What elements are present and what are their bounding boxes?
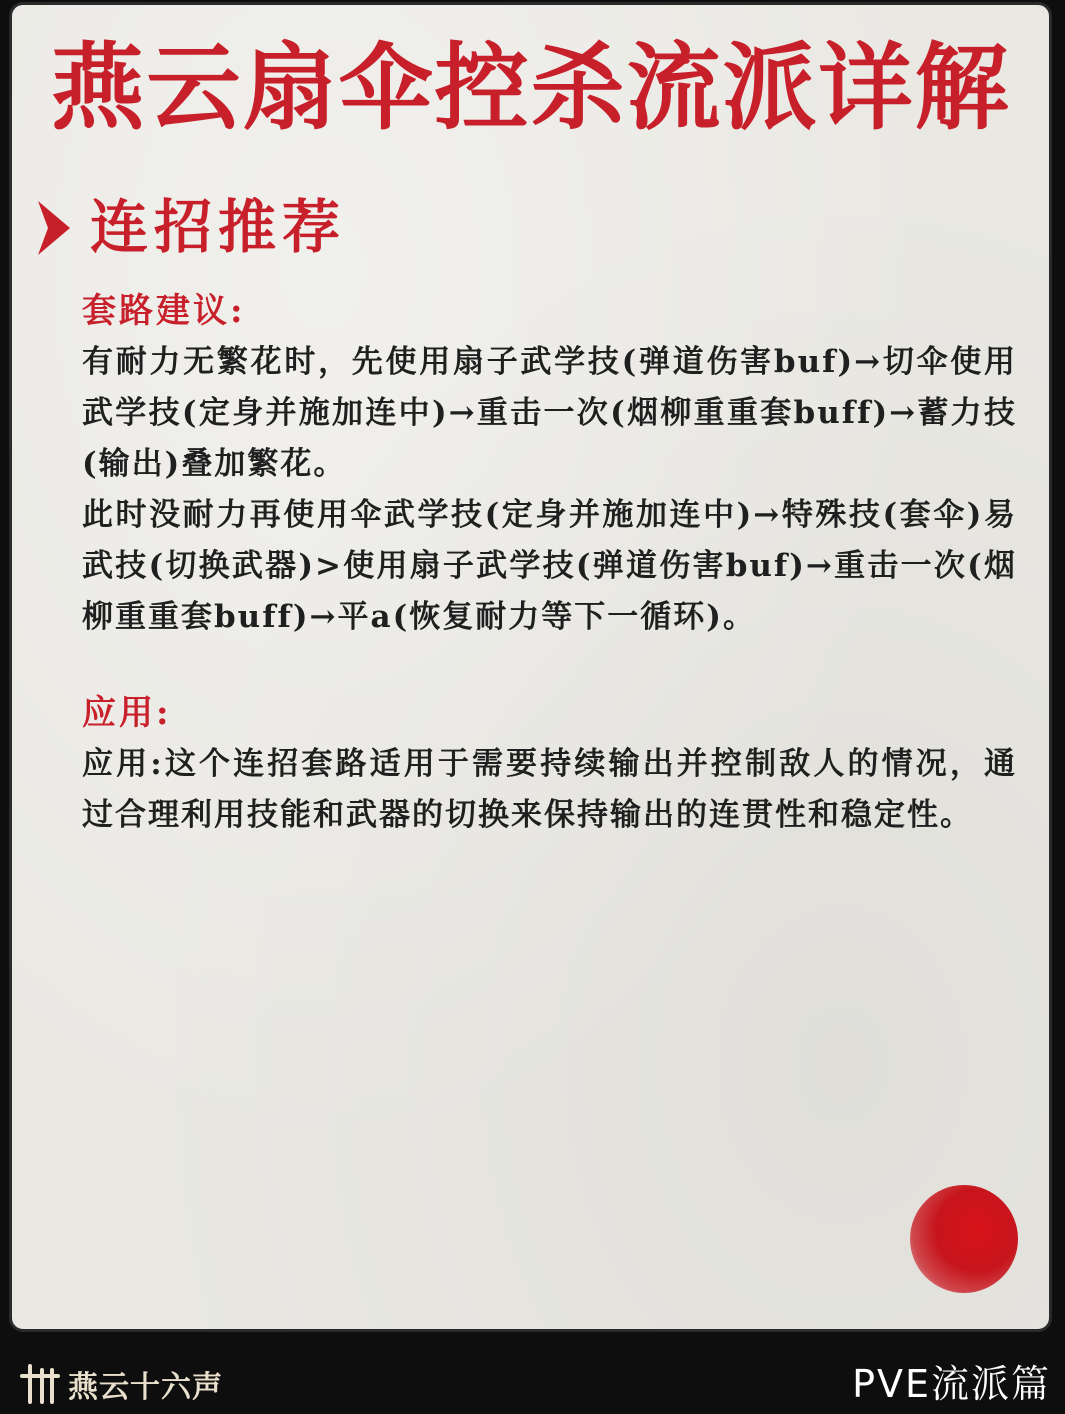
game-logo <box>18 1360 223 1408</box>
footer-label: PVE流派篇 <box>852 1362 1051 1406</box>
content-card <box>9 2 1052 1332</box>
page-title: 燕云扇伞控杀流派详解 <box>50 34 1011 143</box>
game-logo-icon <box>18 1362 62 1406</box>
chevron-right-icon <box>34 197 76 259</box>
main-content <box>82 285 1017 841</box>
application-label: 应用: <box>82 693 172 733</box>
routine-paragraph: 此时没耐力再使用伞武学技(定身并施加连中)→特殊技(套伞)易武技(切换武器)>使用扇子武学技(弹道伤害buf)→重击一次(烟柳重重套buff)→平a(恢复耐力等下一循环)。 <box>82 497 1017 635</box>
section-heading-text: 连招推荐 <box>90 193 347 261</box>
routine-label: 套路建议: <box>82 291 246 331</box>
red-seal <box>910 1185 1018 1293</box>
logo-text: 燕云十六声 <box>68 1370 223 1405</box>
footer-bar <box>0 1354 1065 1414</box>
section-heading <box>34 193 346 263</box>
routine-paragraph: 有耐力无繁花时，先使用扇子武学技(弹道伤害buf)→切伞使用武学技(定身并施加连中)→重击一次(烟柳重重套buff)→蓄力技(输出)叠加繁花。 <box>82 344 1017 482</box>
application-paragraph: 应用:这个连招套路适用于需要持续输出并控制敌人的情况，通过合理利用技能和武器的切换来保持输出的连贯性和稳定性。 <box>82 746 1017 833</box>
